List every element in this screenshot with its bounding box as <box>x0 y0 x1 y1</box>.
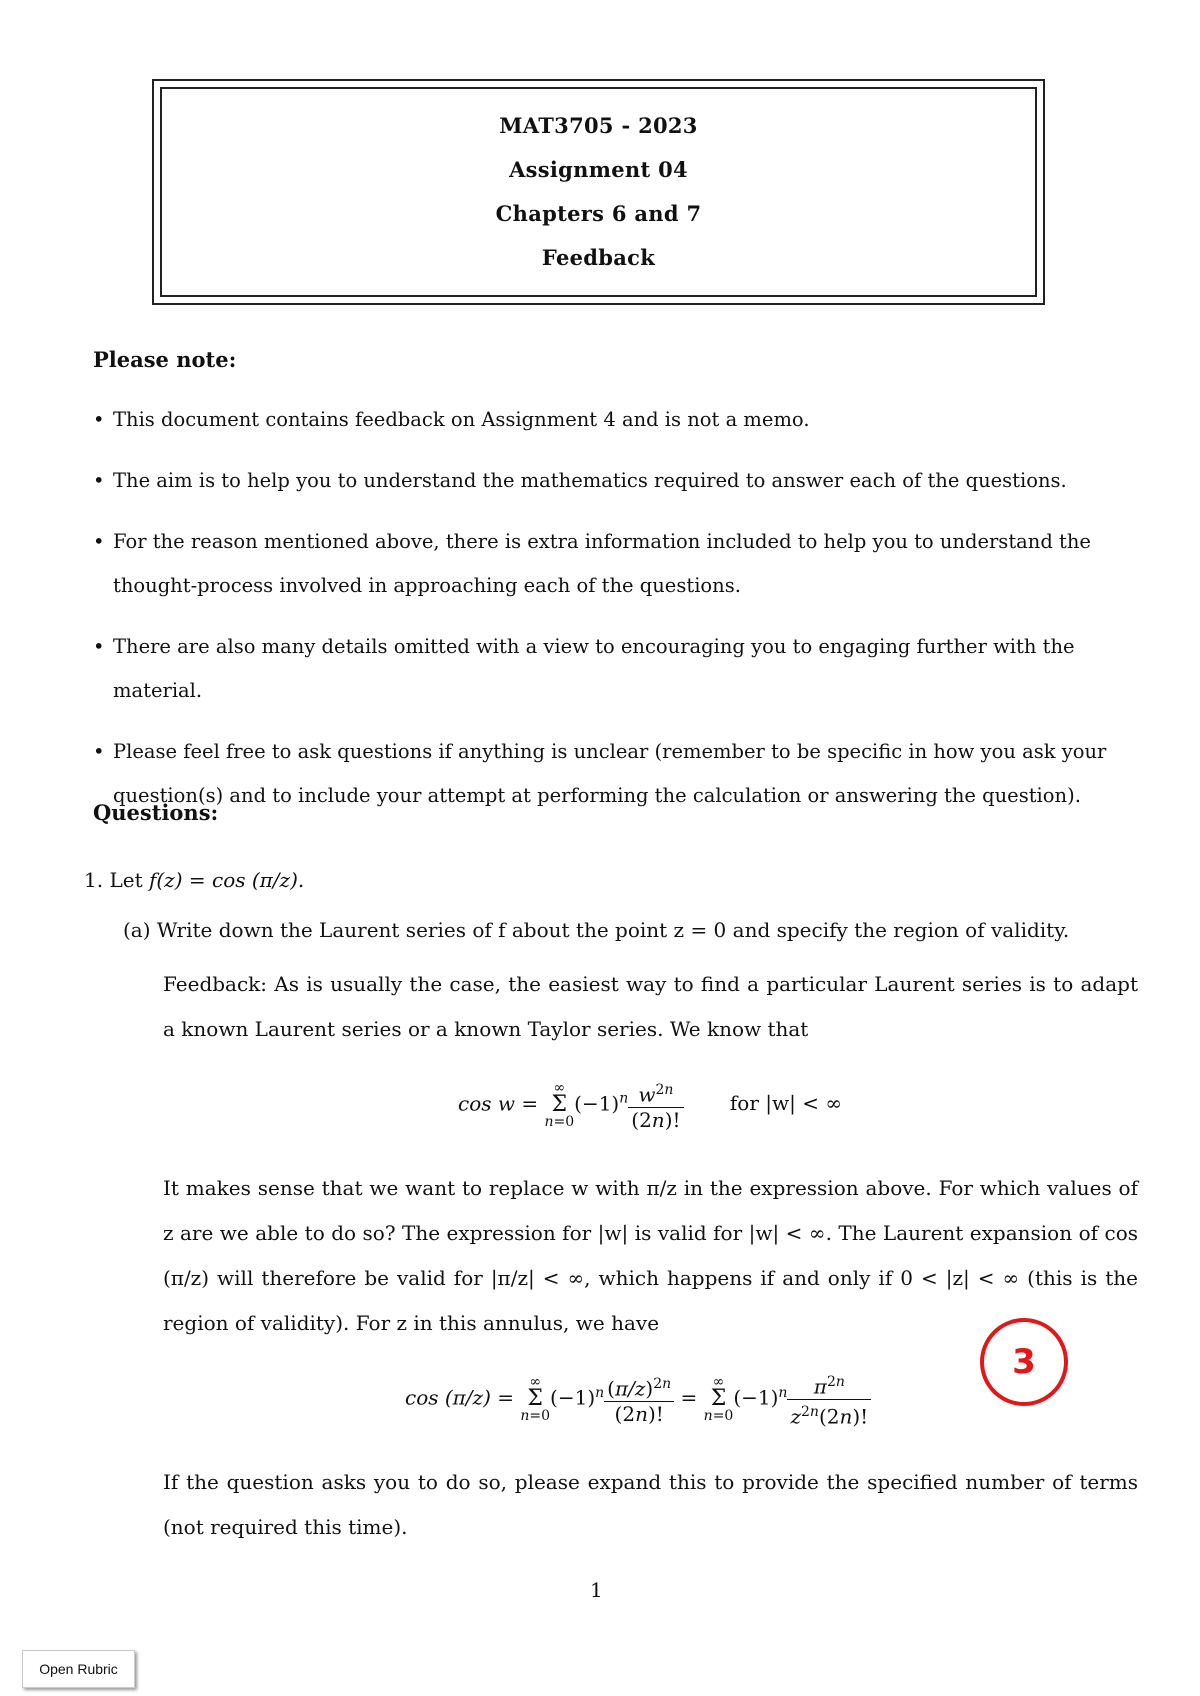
feedback-paragraph-2: It makes sense that we want to replace w with π/z in the expression above. For which values of z are we able to do so? The expression for |w| is valid for |w| < ∞. The Laurent expansion of cos (π/z) will therefore be valid for |π/z| < ∞, which happens if and only if 0 < |z| < ∞ (this is the region of validity). For z in this annulus, we have <box>163 1176 1138 1335</box>
question-expression: f(z) = cos (π/z). <box>148 868 305 892</box>
note-item: • There are also many details omitted with a view to encouraging you to engaging further with the material. <box>93 625 1138 713</box>
question-1 <box>84 858 304 902</box>
notes-list <box>93 398 1138 835</box>
feedback-paragraph-3: If the question asks you to do so, please expand this to provide the specified number of terms (not required this time). <box>163 1470 1138 1539</box>
question-1a <box>123 918 1138 942</box>
note-item: • Please feel free to ask questions if anything is unclear (remember to be specific in how you ask your question(s) and to include your attempt at performing the calculation or answering the question). <box>93 730 1138 818</box>
question-prefix: Let <box>109 868 143 892</box>
note-item: • The aim is to help you to understand the mathematics required to answer each of the questions. <box>93 459 1138 503</box>
note-item: • For the reason mentioned above, there is extra information included to help you to understand the thought-process involved in approaching each of the questions. <box>93 520 1138 608</box>
questions-heading: Questions: <box>93 800 219 825</box>
notes-heading: Please note: <box>93 347 237 372</box>
equation-cos-series: cos w = ∞ Σ n=0 $(-1)^n$ $\frac{w^{2n}}{(2n)!}$ for |w| < ∞ <box>458 1079 842 1132</box>
page-number: 1 <box>590 1578 603 1602</box>
equation-condition: for |w| < ∞ <box>729 1091 842 1116</box>
sum-symbol: ∞ Σ n=0 <box>544 1079 575 1130</box>
sum-symbol: ∞ Σ n=0 <box>520 1374 551 1425</box>
document-type: Feedback <box>541 245 656 270</box>
equation-laurent-series: cos (π/z) = ∞ Σ n=0 $(-1)^n$ $\frac{(\pi/z)^{2n}}{(2n)!}$ = ∞ Σ n=0 $(-1)^n$ $\frac{\pi^{2n}}{z^{2n}(2n)!}$ <box>405 1370 871 1428</box>
assignment-title: Assignment 04 <box>509 157 688 182</box>
title-box-inner <box>160 87 1037 297</box>
feedback-paragraph-1: Feedback: As is usually the case, the easiest way to find a particular Laurent series is to adapt a known Laurent series or a known Taylor series. We know that <box>163 972 1138 1041</box>
grade-annotation: 3 <box>980 1318 1068 1406</box>
part-label: (a) <box>123 918 151 942</box>
sum-symbol: ∞ Σ n=0 <box>703 1374 734 1425</box>
note-item: • This document contains feedback on Assignment 4 and is not a memo. <box>93 398 1138 442</box>
part-text: Write down the Laurent series of f about the point z = 0 and specify the region of validity. <box>156 918 1070 942</box>
open-rubric-button[interactable]: Open Rubric <box>22 1650 135 1688</box>
question-number: 1. <box>84 868 104 892</box>
course-code: MAT3705 - 2023 <box>499 113 698 138</box>
chapters-title: Chapters 6 and 7 <box>495 201 702 226</box>
title-box <box>152 79 1045 305</box>
